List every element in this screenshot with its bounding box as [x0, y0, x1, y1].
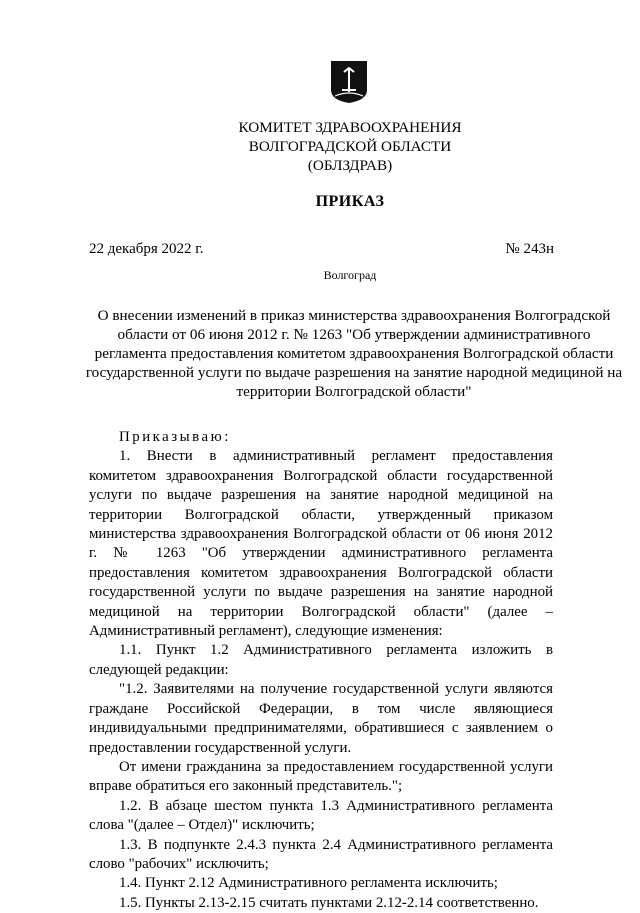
document-city: Волгоград — [323, 268, 377, 282]
document-type-title: ПРИКАЗ — [315, 193, 385, 210]
document-subject: О внесении изменений в приказ министерства здравоохранения Волгоградской области от 06 июня 2012 г. № 1263 "Об утверждении административного регламента предоставления комитетом здравоохранения Волгоградской области государственной услуги по выдаче разрешения на занятие народной медициной на территории Волгоградской области" — [85, 307, 623, 400]
org-name-abbrev: (ОБЛЗДРАВ) — [307, 157, 393, 174]
coat-of-arms-icon — [330, 60, 368, 104]
paragraph-1-5: 1.5. Пункты 2.13-2.15 считать пунктами 2.12-2.14 соответственно. — [119, 894, 539, 911]
document-number: № 243н — [505, 241, 554, 257]
document-body — [89, 428, 553, 913]
org-name-line2: ВОЛГОГРАДСКОЙ ОБЛАСТИ — [248, 138, 452, 155]
order-intro: Приказываю: — [119, 429, 231, 445]
paragraph-quote-continuation: От имени гражданина за предоставлением государственной услуги вправе обратиться его законный представитель."; — [89, 758, 553, 795]
document-date: 22 декабря 2022 г. — [89, 241, 204, 257]
org-name-line1: КОМИТЕТ ЗДРАВООХРАНЕНИЯ — [238, 119, 462, 136]
paragraph-1-1: 1.1. Пункт 1.2 Административного регламента изложить в следующей редакции: — [89, 642, 553, 678]
paragraph-quote-1-2: "1.2. Заявителями на получение государственной услуги являются граждане Российской Федерации, в том числе являющиеся индивидуальными предпринимателями, обратившиеся с заявлением о предоставлении государственной услуги. — [89, 681, 553, 756]
paragraph-1-2: 1.2. В абзаце шестом пункта 1.3 Административного регламента слова "(далее – Отдел)" исключить; — [89, 797, 553, 834]
paragraph-1-3: 1.3. В подпункте 2.4.3 пункта 2.4 Административного регламента слово "рабочих" исключить; — [89, 836, 553, 872]
paragraph-1-4: 1.4. Пункт 2.12 Административного регламента исключить; — [119, 875, 498, 892]
paragraph-1: 1. Внести в административный регламент предоставления комитетом здравоохранения Волгоградской области государственной услуги по выдаче разрешения на занятие народной медициной на территории Волгоградской области, утвержденный приказом министерства здравоохранения Волгоградской области от 06 июня 2012 г. № 1263 "Об утверждении административного регламента предоставления комитетом здравоохранения Волгоградской области государственной услуги по выдаче разрешения на занятие народной медициной на территории Волгоградской области" (далее – Административный регламент), следующие изменения: — [89, 448, 553, 640]
